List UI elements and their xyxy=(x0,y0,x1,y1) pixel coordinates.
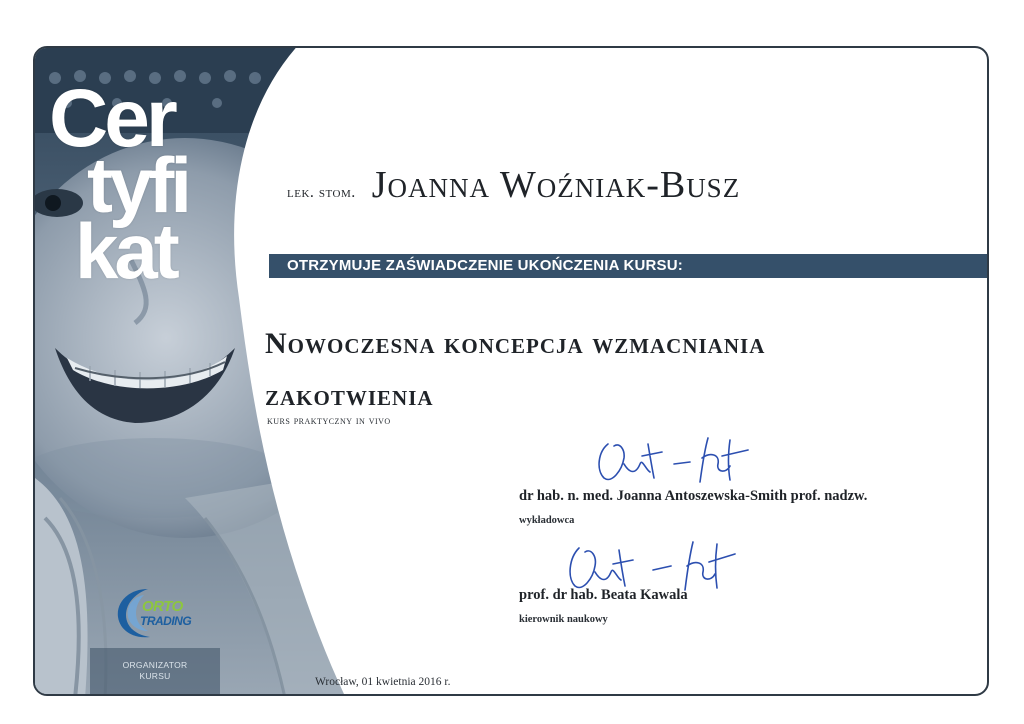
organizer-label-line1: ORGANIZATOR xyxy=(122,660,188,670)
course-title-line2: zakotwienia xyxy=(265,379,434,412)
recipient-prefix: lek. stom. xyxy=(287,184,356,201)
lecturer-name: dr hab. n. med. Joanna Antoszewska-Smith prof. nadzw. xyxy=(519,488,868,504)
director-name: prof. dr hab. Beata Kawala xyxy=(519,587,688,603)
course-title xyxy=(265,318,905,422)
orto-trading-logo xyxy=(110,583,200,643)
signature-scribble-1 xyxy=(590,430,760,490)
logo-text-orto: ORTO xyxy=(142,598,183,615)
director-role: kierownik naukowy xyxy=(519,614,608,625)
title-word-cer: Cer xyxy=(49,73,174,164)
award-ribbon xyxy=(269,254,989,278)
organizer-label-line2: KURSU xyxy=(139,671,171,681)
organizer-label xyxy=(115,660,195,682)
title-word-tyfi: tyfi xyxy=(87,141,188,229)
course-subtitle: kurs praktyczny in vivo xyxy=(267,415,391,427)
title-word-kat: kat xyxy=(75,207,176,295)
certificate-frame xyxy=(33,46,989,696)
place-and-date: Wrocław, 01 kwietnia 2016 r. xyxy=(315,676,451,688)
recipient-name: Joanna Woźniak-Busz xyxy=(371,164,741,206)
lecturer-role: wykładowca xyxy=(519,515,575,526)
ribbon-text: OTRZYMUJE ZAŚWIADCZENIE UKOŃCZENIA KURSU: xyxy=(287,257,683,274)
lecturer-signature xyxy=(590,430,760,490)
logo-text-trading: TRADING xyxy=(140,614,192,628)
recipient-line xyxy=(287,163,740,207)
course-title-line1: Nowoczesna koncepcja wzmacniania xyxy=(265,327,766,360)
